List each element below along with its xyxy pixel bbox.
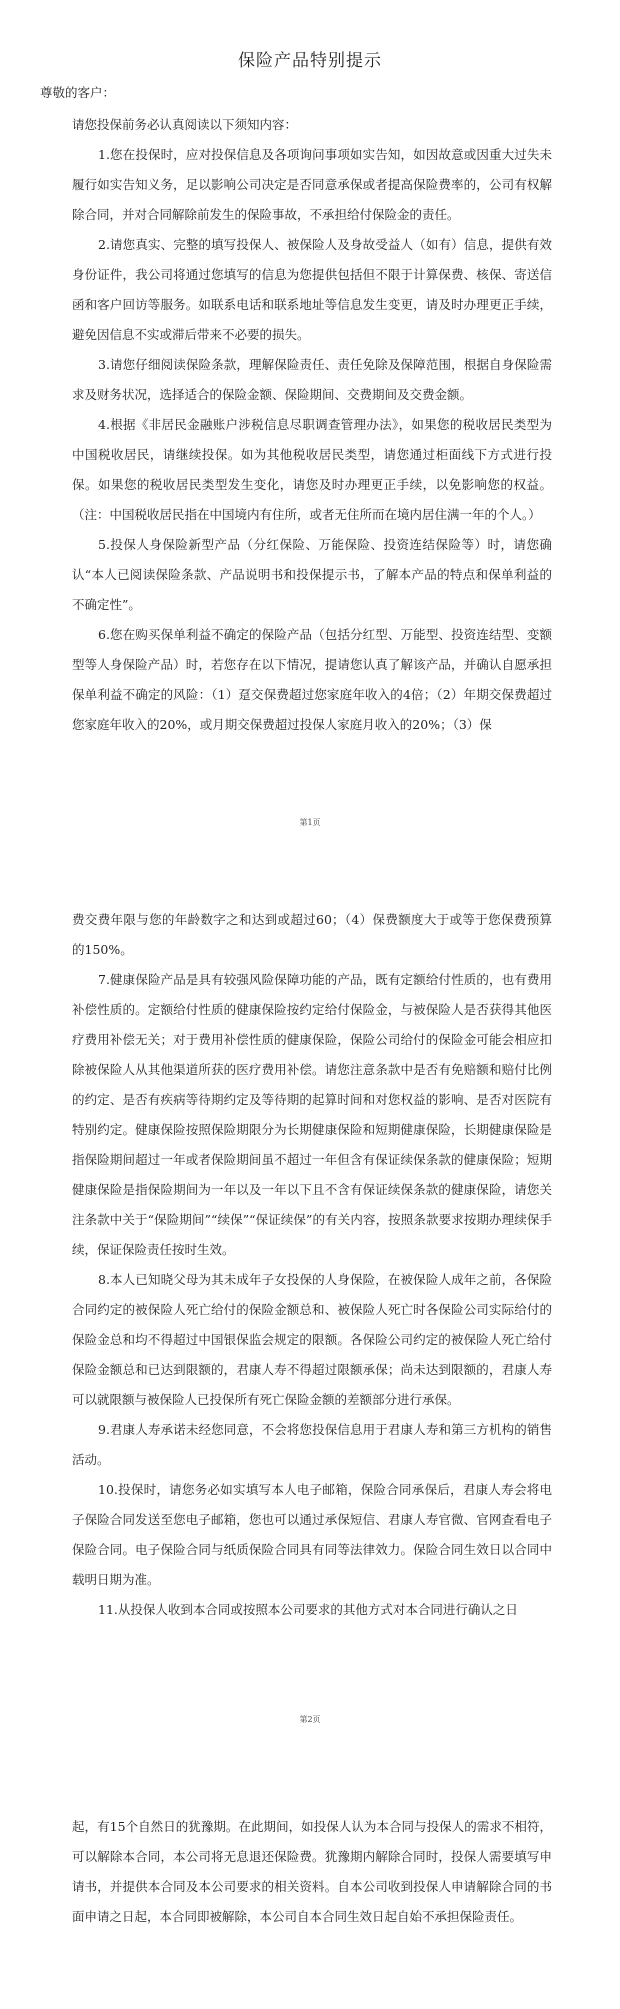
clause-5: 5.投保人身保险新型产品（分红保险、万能保险、投资连结保险等）时，请您确认“本人已阅读保险条款、产品说明书和投保提示书，了解本产品的特点和保单利益的不确定性”。 — [72, 537, 552, 612]
clause-9: 9.君康人寿承诺未经您同意，不会将您投保信息用于君康人寿和第三方机构的销售活动。 — [72, 1422, 552, 1467]
page-2-content — [72, 905, 552, 1625]
page-3-content — [72, 1812, 552, 1932]
clause-1: 1.您在投保时，应对投保信息及各项询问事项如实告知，如因故意或因重大过失未履行如实告知义务，足以影响公司决定是否同意承保或者提高保险费率的，公司有权解除合同，并对合同解除前发生的保险事故，不承担给付保险金的责任。 — [72, 147, 552, 222]
clause-6-continued: 费交费年限与您的年龄数字之和达到或超过60；（4）保费额度大于或等于您保费预算的150%。 — [72, 912, 552, 957]
page-number-2: 第2页 — [299, 1715, 321, 1724]
clause-2: 2.请您真实、完整的填写投保人、被保险人及身故受益人（如有）信息，提供有效身份证件，我公司将通过您填写的信息为您提供包括但不限于计算保费、核保、寄送信函和客户回访等服务。如联系电话和联系地址等信息发生变更，请及时办理更正手续，避免因信息不实或滞后带来不必要的损失。 — [72, 237, 552, 342]
intro-text: 请您投保前务必认真阅读以下须知内容： — [72, 117, 298, 132]
clause-6: 6.您在购买保单利益不确定的保险产品（包括分红型、万能型、投资连结型、变额型等人身保险产品）时，若您存在以下情况，提请您认真了解该产品，并确认自愿承担保单利益不确定的风险：（1）趸交保费超过您家庭年收入的4倍；（2）年期交保费超过您家庭年收入的20%，或月期交保费超过投保人家庭月收入的20%；（3）保 — [72, 627, 552, 732]
page-number-1: 第1页 — [299, 818, 321, 827]
clause-8: 8.本人已知晓父母为其未成年子女投保的人身保险，在被保险人成年之前，各保险合同约定的被保险人死亡给付的保险金额总和、被保险人死亡时各保险公司实际给付的保险金总和均不得超过中国银保监会规定的限额。各保险公司约定的被保险人死亡给付保险金额总和已达到限额的，君康人寿不得超过限额承保；尚未达到限额的，君康人寿可以就限额与被保险人已投保所有死亡保险金额的差额部分进行承保。 — [72, 1272, 552, 1407]
clause-10: 10.投保时，请您务必如实填写本人电子邮箱，保险合同承保后，君康人寿会将电子保险合同发送至您电子邮箱，您也可以通过承保短信、君康人寿官微、官网查看电子保险合同。电子保险合同与纸质保险合同具有同等法律效力。保险合同生效日以合同中载明日期为准。 — [72, 1482, 552, 1587]
greeting: 尊敬的客户： — [40, 85, 116, 100]
clause-11-continued: 起，有15个自然日的犹豫期。在此期间，如投保人认为本合同与投保人的需求不相符，可以解除本合同，本公司将无息退还保险费。犹豫期内解除合同时，投保人需要填写申请书，并提供本合同及本公司要求的相关资料。自本公司收到投保人申请解除合同的书面申请之日起，本合同即被解除，本公司自本合同生效日起自始不承担保险责任。 — [72, 1819, 552, 1924]
clause-7: 7.健康保险产品是具有较强风险保障功能的产品，既有定额给付性质的，也有费用补偿性质的。定额给付性质的健康保险按约定给付保险金，与被保险人是否获得其他医疗费用补偿无关；对于费用补偿性质的健康保险，保险公司给付的保险金可能会相应扣除被保险人从其他渠道所获的医疗费用补偿。请您注意条款中是否有免赔额和赔付比例的约定、是否有疾病等待期约定及等待期的起算时间和对您权益的影响、是否对医院有特别约定。健康保险按照保险期限分为长期健康保险和短期健康保险，长期健康保险是指保险期间超过一年或者保险期间虽不超过一年但含有保证续保条款的健康保险；短期健康保险是指保险期间为一年以及一年以下且不含有保证续保条款的健康保险，请您关注条款中关于“保险期间”“续保”“保证续保”的有关内容，按照条款要求按期办理续保手续，保证保险责任按时生效。 — [72, 972, 552, 1257]
clause-4: 4.根据《非居民金融账户涉税信息尽职调查管理办法》，如果您的税收居民类型为中国税收居民，请继续投保。如为其他税收居民类型，请您通过柜面线下方式进行投保。如果您的税收居民类型发生变化，请您及时办理更正手续，以免影响您的权益。（注：中国税收居民指在中国境内有住所，或者无住所而在境内居住满一年的个人。） — [72, 417, 552, 522]
page-1-content — [72, 110, 552, 740]
page-title: 保险产品特别提示 — [238, 51, 382, 71]
clause-11: 11.从投保人收到本合同或按照本公司要求的其他方式对本合同进行确认之日 — [98, 1602, 518, 1617]
greeting-block — [40, 78, 580, 108]
clause-3: 3.请您仔细阅读保险条款，理解保险责任、责任免除及保障范围，根据自身保险需求及财务状况，选择适合的保险金额、保险期间、交费期间及交费金额。 — [72, 357, 552, 402]
